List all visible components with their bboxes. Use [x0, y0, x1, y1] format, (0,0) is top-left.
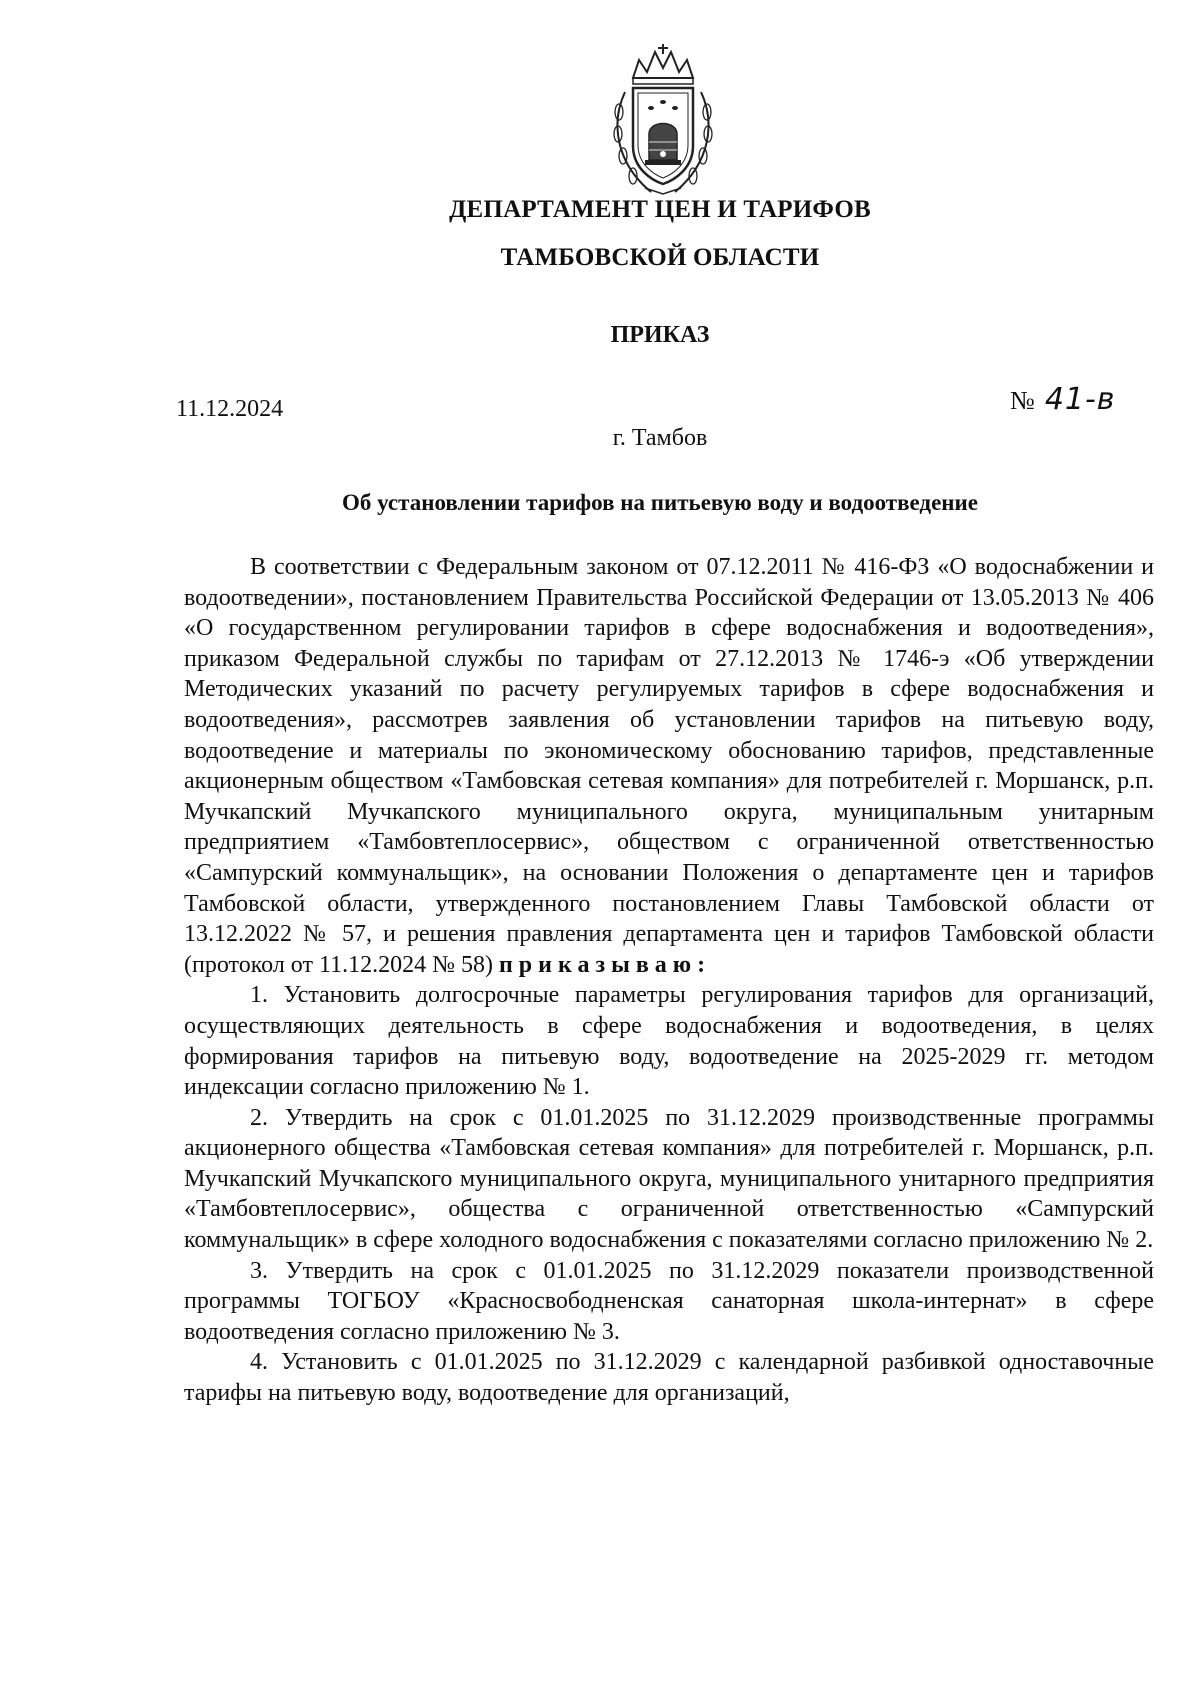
order-number: [1010, 382, 1116, 417]
order-city: г. Тамбов: [612, 425, 708, 451]
order-body: [184, 552, 1154, 1409]
tambov-coat-of-arms-icon: [603, 42, 723, 202]
order-subject: Об установлении тарифов на питьевую воду и водоотведение: [341, 490, 978, 515]
order-item-2: 2. Утвердить на срок с 01.01.2025 по 31.12.2029 производственные программы акционерного общества «Тамбовская сетевая компания» для потребителей г. Моршанск, р.п. Мучкапский Мучкапского муниципального округа, муниципального унитарного предприятия «Тамбовтеплосервис», общества с ограниченной ответственностью «Сампурский коммунальщик» в сфере холодного водоснабжения с показателями согласно приложению № 2.: [184, 1104, 1154, 1254]
order-word: приказываю:: [498, 951, 712, 978]
order-item-1: 1. Установить долгосрочные параметры регулирования тарифов для организаций, осуществляющих деятельность в сфере водоснабжения и водоотведения, в целях формирования тарифов на питьевую воду, водоотведение на 2025-2029 гг. методом индексации согласно приложению № 1.: [184, 982, 1154, 1101]
department-name-line2: ТАМБОВСКОЙ ОБЛАСТИ: [500, 244, 820, 271]
department-name-line1: ДЕПАРТАМЕНТ ЦЕН И ТАРИФОВ: [449, 196, 871, 223]
order-item-4: 4. Установить с 01.01.2025 по 31.12.2029 с календарной разбивкой одноставочные тарифы на питьевую воду, водоотведение для организаций,: [184, 1349, 1154, 1407]
preamble-paragraph: [184, 552, 1154, 980]
preamble-text: В соответствии с Федеральным законом от 07.12.2011 № 416-ФЗ «О водоснабжении и водоотведении», постановлением Правительства Российской Федерации от 13.05.2013 № 406 «О государственном регулировании тарифов в сфере водоснабжения и водоотведения», приказом Федеральной службы по тарифам от 27.12.2013 № 1746-э «Об утверждении Методических указаний по расчету регулируемых тарифов в сфере водоснабжения и водоотведения», рассмотрев заявления об установлении тарифов на питьевую воду, водоотведение и материалы по экономическому обоснованию тарифов, представленные акционерным обществом «Тамбовская сетевая компания» для потребителей г. Моршанск, р.п. Мучкапский Мучкапского муниципального округа, муниципальным унитарным предприятием «Тамбовтеплосервис», обществом с ограниченной ответственностью «Сампурский коммунальщик», на основании Положения о департаменте цен и тарифов Тамбовской области, утвержденного постановлением Главы Тамбовской области от 13.12.2022 № 57, и решения правления департамента цен и тарифов Тамбовской области (протокол от 11.12.2024 № 58): [184, 554, 1154, 978]
document-type-title: ПРИКАЗ: [610, 322, 710, 348]
handwritten-number: 41-в: [1044, 382, 1116, 417]
order-item-3: 3. Утвердить на срок с 01.01.2025 по 31.12.2029 показатели производственной программы ТОГБОУ «Красносвободненская санаторная школа-интернат» в сфере водоотведения согласно приложению № 3.: [184, 1257, 1154, 1345]
number-sign: №: [1010, 386, 1035, 415]
order-date: 11.12.2024: [176, 396, 284, 422]
